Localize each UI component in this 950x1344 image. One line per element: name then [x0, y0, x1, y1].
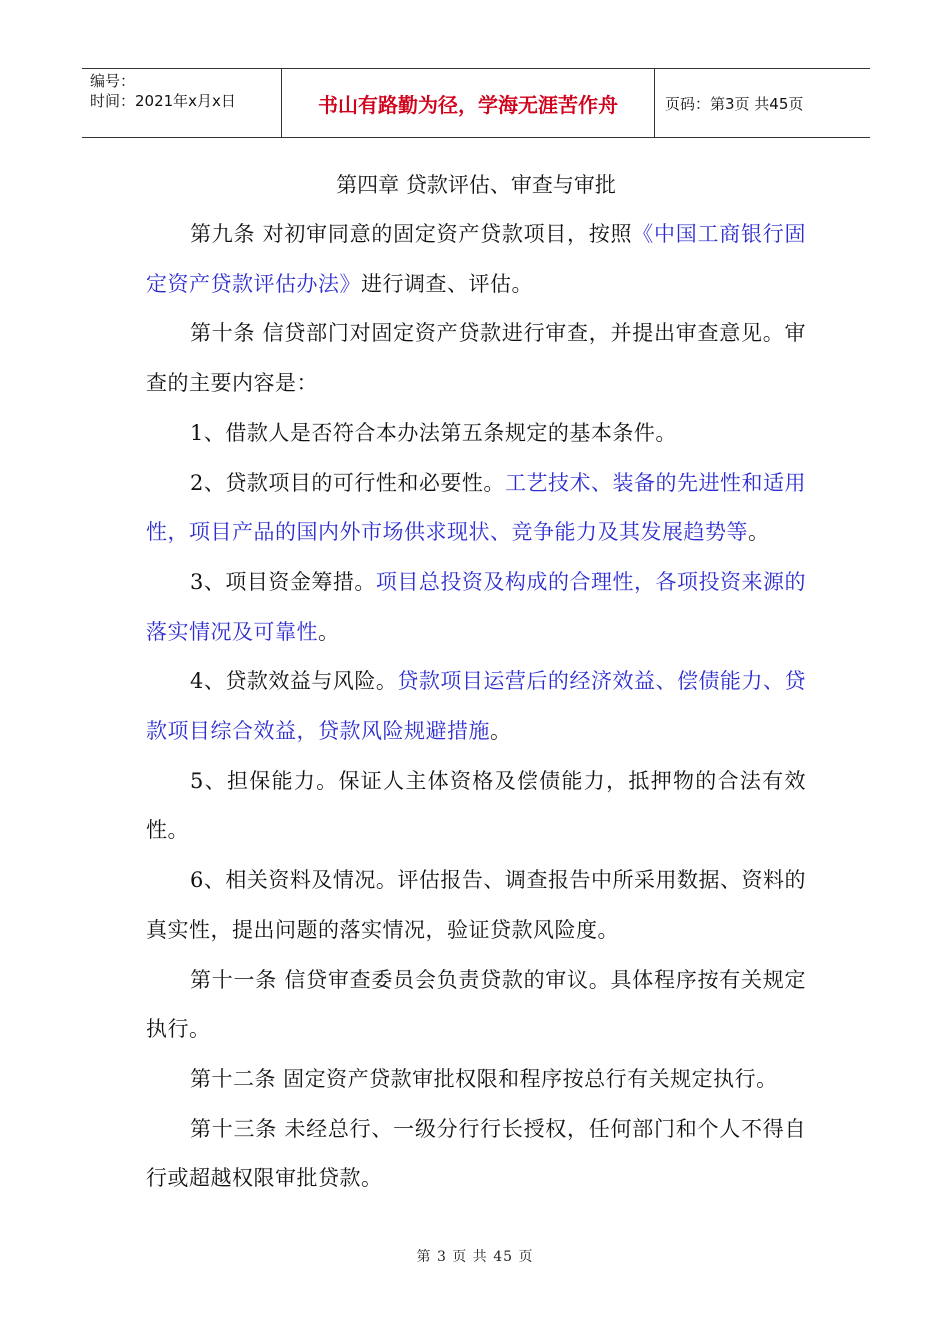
list-item-2: 2、贷款项目的可行性和必要性。工艺技术、装备的先进性和适用性，项目产品的国内外市场供求现状、竞争能力及其发展趋势等。	[146, 470, 806, 545]
header-page-info: 页码：第3页 共45页	[665, 94, 804, 113]
list-item-5: 5、担保能力。保证人主体资格及偿债能力，抵押物的合法有效性。	[146, 768, 806, 843]
article-12: 第十二条 固定资产贷款审批权限和程序按总行有关规定执行。	[190, 1066, 778, 1091]
list-item-3: 3、项目资金筹措。项目总投资及构成的合理性，各项投资来源的落实情况及可靠性。	[146, 569, 806, 644]
header-motto: 书山有路勤为径，学海无涯苦作舟	[282, 69, 655, 137]
article-13: 第十三条 未经总行、一级分行行长授权，任何部门和个人不得自行或超越权限审批贷款。	[146, 1116, 806, 1191]
number-label: 编号：	[90, 72, 136, 90]
list-item-4: 4、贷款效益与风险。贷款项目运营后的经济效益、偿债能力、贷款项目综合效益，贷款风险规避措施。	[146, 669, 806, 744]
list-item-1: 1、借款人是否符合本办法第五条规定的基本条件。	[190, 420, 677, 445]
page-header	[82, 68, 870, 138]
article-11: 第十一条 信贷审查委员会负责贷款的审议。具体程序按有关规定执行。	[146, 967, 806, 1042]
article-9: 第九条 对初审同意的固定资产贷款项目，按照《中国工商银行固定资产贷款评估办法》进行调查、评估。	[146, 222, 806, 296]
list-item-6: 6、相关资料及情况。评估报告、调查报告中所采用数据、资料的真实性，提出问题的落实情况，验证贷款风险度。	[146, 868, 806, 942]
chapter-title: 第四章 贷款评估、审查与审批	[336, 173, 616, 197]
article-10: 第十条 信贷部门对固定资产贷款进行审查，并提出审查意见。审查的主要内容是：	[146, 321, 806, 396]
page-footer: 第 3 页 共 45 页	[416, 1249, 534, 1265]
header-meta	[82, 69, 282, 137]
date-label: 时间：2021年x月x日	[90, 92, 236, 110]
document-body	[146, 160, 806, 1204]
